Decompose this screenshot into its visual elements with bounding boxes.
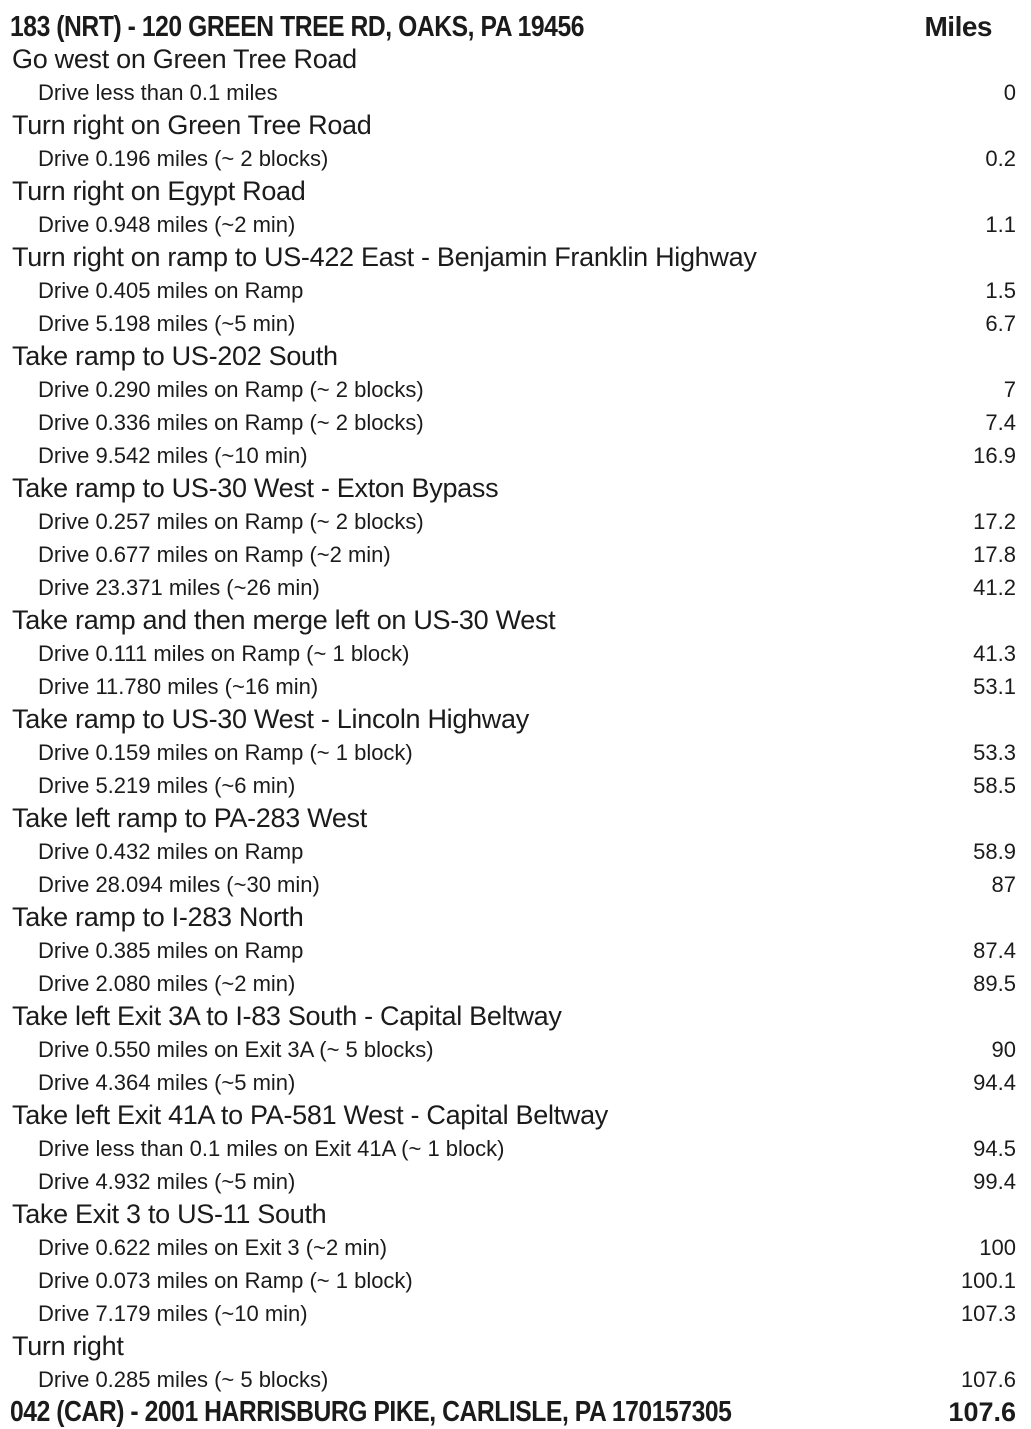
step-substep-row [10,1066,1016,1099]
cumulative-miles-value: 53.3 [973,740,1016,765]
cumulative-miles-value: 87.4 [973,938,1016,963]
route-total-miles: 107.6 [948,1397,1016,1427]
step-substep-row [10,538,1016,571]
cumulative-miles-value: 58.9 [973,839,1016,864]
step-substep-row [10,505,1016,538]
substep-drive-text: Drive 28.094 miles (~30 min) [38,872,320,897]
step-instruction-row [10,175,1016,208]
cumulative-miles-value: 17.2 [973,509,1016,534]
cumulative-miles-value: 0.2 [985,146,1016,171]
cumulative-miles-value: 17.8 [973,542,1016,567]
step-instruction-text: Turn right on Green Tree Road [12,110,372,140]
cumulative-miles-value: 100.1 [960,1268,1016,1293]
step-substep-row [10,967,1016,1000]
step-instruction-row [10,340,1016,373]
step-substep-row [10,208,1016,241]
cumulative-miles-value: 53.1 [973,674,1016,699]
substep-drive-text: Drive 0.948 miles (~2 min) [38,212,296,237]
step-instruction-text: Take ramp to US-30 West - Lincoln Highway [12,704,529,734]
step-instruction-row [10,43,1016,76]
cumulative-miles-value: 94.5 [973,1136,1016,1161]
miles-column-header: Miles [924,11,992,42]
step-substep-row [10,406,1016,439]
step-instruction-text: Turn right on ramp to US-422 East - Benjamin Franklin Highway [12,242,757,272]
substep-drive-text: Drive 0.336 miles on Ramp (~ 2 blocks) [38,410,424,435]
step-instruction-row [10,703,1016,736]
step-instruction-text: Turn right on Egypt Road [12,176,306,206]
substep-drive-text: Drive 0.073 miles on Ramp (~ 1 block) [38,1268,413,1293]
substep-drive-text: Drive less than 0.1 miles [38,80,278,105]
cumulative-miles-value: 99.4 [973,1169,1016,1194]
substep-drive-text: Drive 0.111 miles on Ramp (~ 1 block) [38,641,410,666]
substep-drive-text: Drive 9.542 miles (~10 min) [38,443,308,468]
step-instruction-row [10,1198,1016,1231]
substep-drive-text: Drive 0.550 miles on Exit 3A (~ 5 blocks) [38,1037,434,1062]
step-instruction-row [10,1000,1016,1033]
direction-steps-list [10,43,1016,1396]
cumulative-miles-value: 7.4 [985,410,1016,435]
step-substep-row [10,1033,1016,1066]
substep-drive-text: Drive 0.196 miles (~ 2 blocks) [38,146,329,171]
step-substep-row [10,1363,1016,1396]
step-substep-row [10,76,1016,109]
step-substep-row [10,439,1016,472]
cumulative-miles-value: 100 [979,1235,1016,1260]
substep-drive-text: Drive 0.385 miles on Ramp [38,938,304,963]
route-footer [10,1396,1016,1429]
substep-drive-text: Drive 11.780 miles (~16 min) [38,674,319,699]
step-substep-row [10,670,1016,703]
substep-drive-text: Drive 4.932 miles (~5 min) [38,1169,296,1194]
cumulative-miles-value: 94.4 [973,1070,1016,1095]
step-substep-row [10,142,1016,175]
step-substep-row [10,373,1016,406]
substep-drive-text: Drive 0.159 miles on Ramp (~ 1 block) [38,740,413,765]
step-instruction-row [10,241,1016,274]
substep-drive-text: Drive 0.432 miles on Ramp [38,839,304,864]
cumulative-miles-value: 41.2 [973,575,1016,600]
route-header [10,10,1016,43]
substep-drive-text: Drive 0.405 miles on Ramp [38,278,304,303]
substep-drive-text: Drive 4.364 miles (~5 min) [38,1070,296,1095]
route-origin-title: 183 (NRT) - 120 GREEN TREE RD, OAKS, PA 19456 [10,11,585,43]
cumulative-miles-value: 0 [1003,80,1016,105]
cumulative-miles-value: 41.3 [973,641,1016,666]
step-instruction-row [10,1330,1016,1363]
step-instruction-text: Turn right [12,1331,124,1361]
cumulative-miles-value: 6.7 [985,311,1016,336]
step-substep-row [10,307,1016,340]
substep-drive-text: Drive 0.257 miles on Ramp (~ 2 blocks) [38,509,424,534]
step-substep-row [10,1297,1016,1330]
step-instruction-text: Take ramp to US-202 South [12,341,338,371]
step-instruction-text: Take ramp to US-30 West - Exton Bypass [12,473,499,503]
cumulative-miles-value: 107.6 [960,1367,1016,1392]
cumulative-miles-value: 1.5 [985,278,1016,303]
cumulative-miles-value: 89.5 [973,971,1016,996]
step-substep-row [10,1264,1016,1297]
cumulative-miles-value: 87 [991,872,1016,897]
cumulative-miles-value: 1.1 [985,212,1016,237]
step-instruction-text: Take ramp and then merge left on US-30 West [12,605,556,635]
step-substep-row [10,1231,1016,1264]
step-instruction-row [10,901,1016,934]
substep-drive-text: Drive 23.371 miles (~26 min) [38,575,320,600]
cumulative-miles-value: 107.3 [960,1301,1016,1326]
step-substep-row [10,868,1016,901]
step-instruction-row [10,1099,1016,1132]
substep-drive-text: Drive 5.219 miles (~6 min) [38,773,296,798]
step-substep-row [10,1132,1016,1165]
substep-drive-text: Drive 0.290 miles on Ramp (~ 2 blocks) [38,377,424,402]
step-instruction-text: Take left Exit 3A to I-83 South - Capital Beltway [12,1001,562,1031]
step-instruction-text: Take left ramp to PA-283 West [12,803,367,833]
cumulative-miles-value: 16.9 [973,443,1016,468]
step-substep-row [10,571,1016,604]
substep-drive-text: Drive 5.198 miles (~5 min) [38,311,296,336]
step-instruction-row [10,802,1016,835]
substep-drive-text: Drive 0.677 miles on Ramp (~2 min) [38,542,391,567]
step-instruction-text: Take ramp to I-283 North [12,902,304,932]
cumulative-miles-value: 7 [1003,377,1016,402]
step-substep-row [10,637,1016,670]
substep-drive-text: Drive less than 0.1 miles on Exit 41A (~ 1 block) [38,1136,505,1161]
substep-drive-text: Drive 0.622 miles on Exit 3 (~2 min) [38,1235,388,1260]
step-substep-row [10,1165,1016,1198]
substep-drive-text: Drive 0.285 miles (~ 5 blocks) [38,1367,329,1392]
cumulative-miles-value: 90 [991,1037,1016,1062]
step-substep-row [10,835,1016,868]
step-instruction-text: Take left Exit 41A to PA-581 West - Capital Beltway [12,1100,608,1130]
step-instruction-text: Go west on Green Tree Road [12,44,357,74]
cumulative-miles-value: 58.5 [973,773,1016,798]
step-instruction-row [10,604,1016,637]
step-instruction-text: Take Exit 3 to US-11 South [12,1199,327,1229]
substep-drive-text: Drive 2.080 miles (~2 min) [38,971,296,996]
route-destination-title: 042 (CAR) - 2001 HARRISBURG PIKE, CARLISLE, PA 170157305 [10,1396,732,1428]
step-instruction-row [10,109,1016,142]
substep-drive-text: Drive 7.179 miles (~10 min) [38,1301,308,1326]
step-substep-row [10,736,1016,769]
step-substep-row [10,274,1016,307]
step-substep-row [10,934,1016,967]
step-substep-row [10,769,1016,802]
step-instruction-row [10,472,1016,505]
